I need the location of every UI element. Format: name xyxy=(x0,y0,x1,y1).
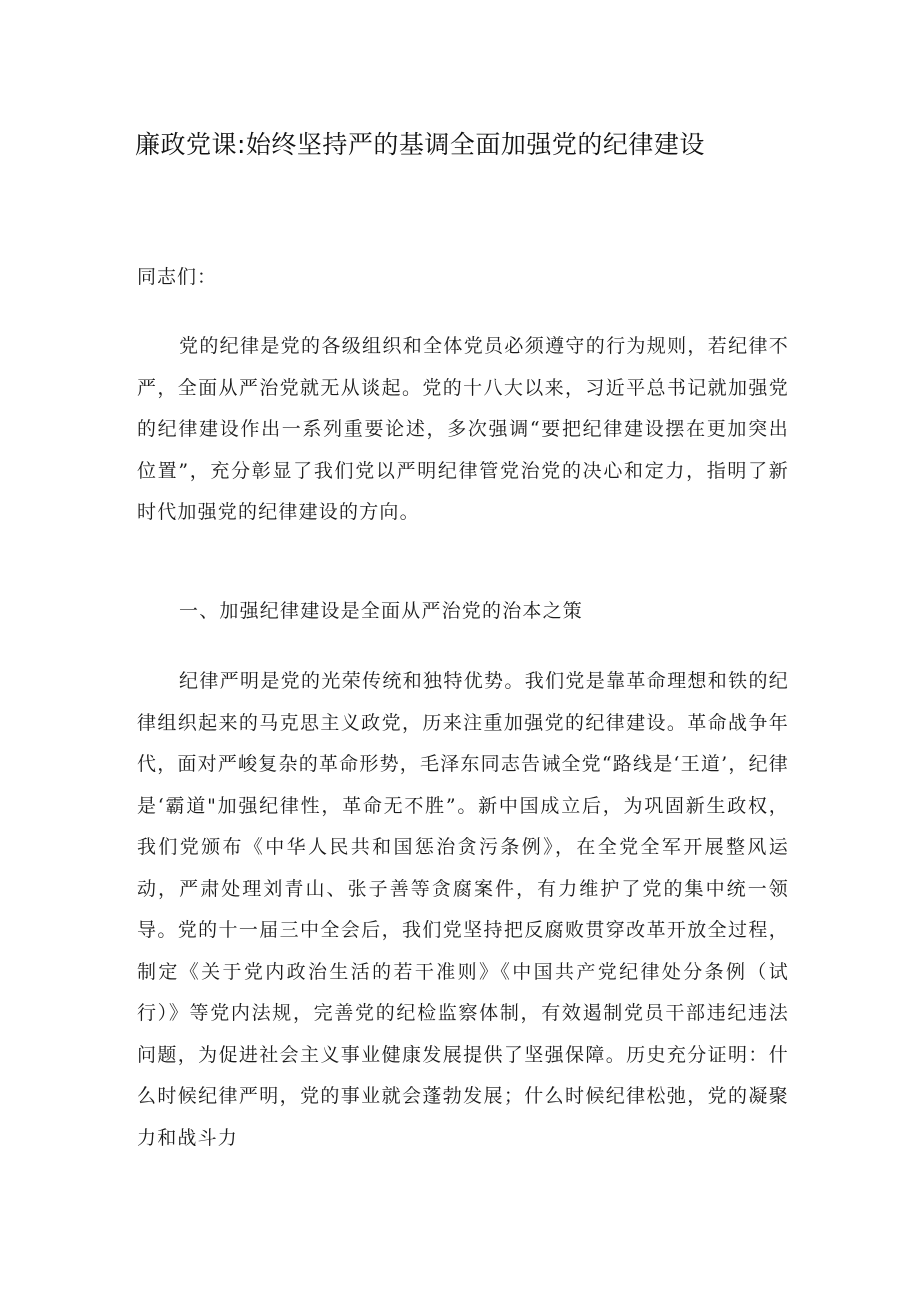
body-paragraph-1: 党的纪律是党的各级组织和全体党员必须遵守的行为规则，若纪律不严，全面从严治党就无从谈起。党的十八大以来，习近平总书记就加强党的纪律建设作出一系列重要论述，多次强调“要把纪律建设摆在更加突出位置”，充分彰显了我们党以严明纪律管党治党的决心和定力，指明了新时代加强党的纪律建设的方向。 xyxy=(137,335,789,523)
body-paragraph-2: 纪律严明是党的光荣传统和独特优势。我们党是靠革命理想和铁的纪律组织起来的马克思主义政党，历来注重加强党的纪律建设。革命战争年代，面对严峻复杂的革命形势，毛泽东同志告诫全党“路线是‘王道’，纪律是‘霸道"加强纪律性，革命无不胜”。新中国成立后，为巩固新生政权，我们党颁布《中华人民共和国惩治贪污条例》，在全党全军开展整风运动，严肃处理刘青山、张子善等贪腐案件，有力维护了党的集中统一领导。党的十一届三中全会后，我们党坚持把反腐败贯穿改革开放全过程，制定《关于党内政治生活的若干准则》《中国共产党纪律处分条例（试行）》等党内法规，完善党的纪检监察体制，有效遏制党员干部违纪违法问题，为促进社会主义事业健康发展提供了坚强保障。历史充分证明：什么时候纪律严明，党的事业就会蓬勃发展；什么时候纪律松弛，党的凝聚力和战斗力 xyxy=(137,670,789,1149)
salutation: 同志们： xyxy=(137,266,218,288)
section-heading-1: 一、加强纪律建设是全面从严治党的治本之策 xyxy=(179,600,584,622)
document-title: 廉政党课:始终坚持严的基调全面加强党的纪律建设 xyxy=(135,130,705,159)
